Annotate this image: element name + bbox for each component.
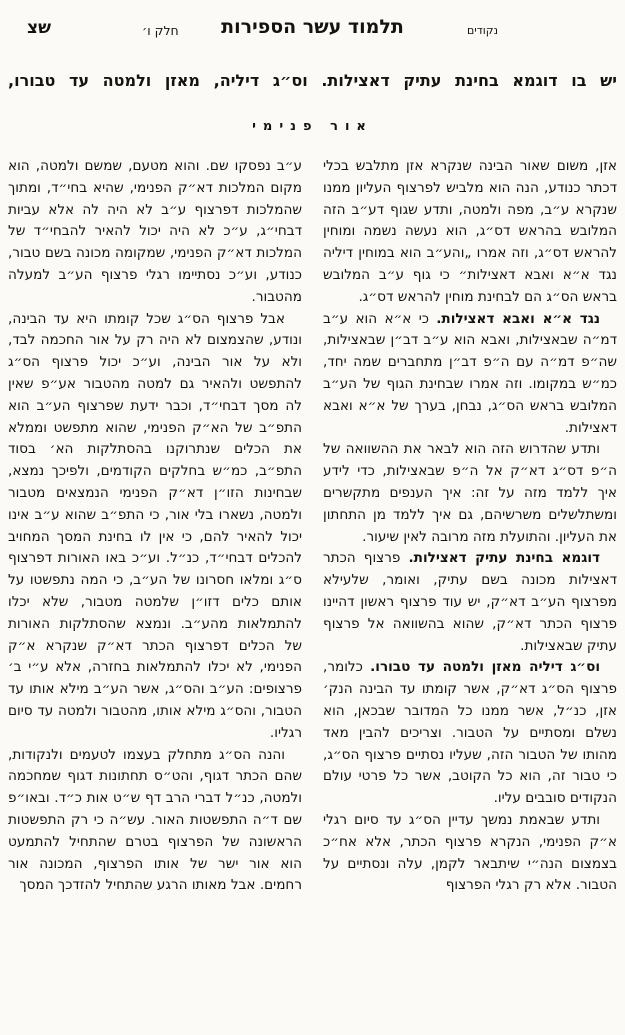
paragraph-lead: נגד א״א ואבא דאצילות. bbox=[436, 310, 600, 327]
paragraph bbox=[323, 810, 617, 897]
text-columns bbox=[8, 156, 617, 1027]
paragraph bbox=[8, 156, 302, 309]
page-header bbox=[0, 16, 625, 48]
paragraph-text: אזן, משום שאור הבינה שנקרא אזן מתלבש בכלי דכתר כנודע, הנה הוא מלביש לפרצוף העליון ממנו שנקרא ע״ב, מפה ולמטה, ותדע שגוף דע״ב הזה המלובש בהראש דס״ג, הוא נעשה נשמה ומוחין להראש דס״ג, וזה אמרו „והע״ב הוא במוחין דיליה נגד א״א ואבא דאצילות״ כי גוף ע״ב המלובש בראש הס״ג הם לבחינת מוחין להראש דס״ג. bbox=[323, 158, 617, 305]
topic-label: נקודים bbox=[467, 24, 498, 37]
paragraph-text: ותדע שהדרוש הזה הוא לבאר את ההשוואה של ה״פ דס״ג דא״ק אל ה״פ שבאצילות, כדי לידע איך ללמד מזה על זה: איך הענפים מתקשרים ומשתלשלים משרשיהם, גם איך ללמד מן התחתון את העליון. והתועלת מזה מרובה לאין שיעור. bbox=[323, 441, 617, 545]
paragraph-text: אבל פרצוף הס״ג שכל קומתו היא עד הבינה, ונודע, שהצמצום לא היה רק על אור החכמה לבד, ולא על אור הבינה, וע״כ יכול פרצוף הס״ג להתפשט ולהאיר גם למטה מהטבור אע״פ שאין לה מסך דבחי״ד, וכבר ידעת שפרצוף הע״ב הוא התפ״ב של הא״ק הפנימי, שהוא מתפשט וממלא את הכלים שנתרוקנו בהסתלקות הא׳ בסוד התפ״ב, כמ״ש בחלקים הקודמים, ולפיכך נמצא, שבחינות הזו״ן דא״ק הפנימי הנמצאים מטבור ולמטה, נשארו בלי אור, כי התפ״ב שהוא ע״ב אינו יכול להאיר להם, כי אין לו בחינת המסך המחויב להכלים דבחי״ד, כנ״ל. וע״כ באו האורות דפרצוף ס״ג ומלאו חסרונו של הע״ב, כי המה נתפשטו על אותם כלים דזו״ן שלמטה מטבור, שלא יכלו להתמלאות מהע״ב. ונמצא שהסתלקות האורות של הכלים דפרצוף הכתר דא״ק שנקרא א״ק הפנימי, לא יכלו להתמלאות בחזרה, אלא ע״י ב׳ פרצופים: הע״ב והס״ג, אשר הע״ב מילא אותו עד הטבור, והס״ג מילא אותו, מהטבור ולמטה עד סיום רגליו. bbox=[8, 310, 302, 741]
paragraph bbox=[8, 309, 302, 745]
paragraph bbox=[323, 657, 617, 810]
paragraph bbox=[323, 309, 617, 440]
paragraph bbox=[323, 439, 617, 548]
book-title: תלמוד עשר הספירות bbox=[221, 16, 404, 38]
paragraph-text: כלומר, פרצוף הס״ג דא״ק, אשר קומתו עד הבינה הנק׳ אזן, כנ״ל, אשר ממנו כל המדובר שבכאן, הוא נשלם ומסתיים על הטבור. וצריכים להבין מאד מהותו של הטבור הזה, שעליו נסתיים פרצוף הס״ג, כי טבור זה, הוא כל הקוטב, אשר כל פרטי עולם הנקודים סובבים עליו. bbox=[323, 659, 617, 807]
paragraph-lead: וס״ג דיליה מאזן ולמטה עד טבורו. bbox=[370, 659, 600, 676]
column-left bbox=[8, 156, 302, 1027]
part-label: חלק ו׳ bbox=[142, 23, 179, 38]
section-title: אור פנימי bbox=[252, 119, 373, 134]
paragraph-text: פרצוף הכתר דאצילות מכונה בשם עתיק, ואומר, שלעילא מפרצוף הע״ב דא״ק, יש עוד פרצוף ראשון דהיינו פרצוף הכתר דא״ק, שהוא בהשוואה אל פרצוף עתיק שבאצילות. bbox=[323, 550, 617, 654]
paragraph-text: ותדע שבאמת נמשך עדיין הס״ג עד סיום רגלי א״ק הפנימי, הנקרא פרצוף הכתר, אלא אח״כ בצמצום הנה״י שיתבאר לקמן, עלה ונסתיים על הטבור. אלא רק רגלי הפרצוף bbox=[323, 811, 617, 894]
page-number: שצ bbox=[27, 18, 51, 38]
column-right bbox=[323, 156, 617, 1027]
paragraph bbox=[8, 745, 302, 898]
paragraph bbox=[323, 156, 617, 309]
paragraph bbox=[323, 548, 617, 657]
paragraph-text: ע״ב נפסקו שם. והוא מטעם, שמשם ולמטה, הוא מקום המלכות דא״ק הפנימי, שהיא בחי״ד, ומתוך שהמלכות דפרצוף ע״ב לא היה לה אלא עביות דבחי״ג, ע״כ לא היה יכול להאיר להבחי״ד של המלכות דא״ק הפנימי, שמקומה מכונה בשם טבור, כנודע, וע״כ נסתיימו רגלי פרצוף הע״ב למעלה מהטבור. bbox=[8, 158, 302, 305]
paragraph-text: והנה הס״ג מתחלק בעצמו לטעמים ולנקודות, שהם הכתר דגוף, והט״ס תחתונות דגוף שמחכמה ולמטה, כנ״ל דברי הרב דף ש״ט אות כ״ד. ובאו״פ שם ד״ה התפשטות האור. עש״ה כי רק התפשטות הראשונה של הפרצוף בטרם שהתחיל להתמעט הוא אור ישר של אותו הפרצוף, המכונה אור רחמים. אבל מאותו הרגע שהתחיל להזדכך המסך bbox=[8, 746, 302, 894]
paragraph-lead: דוגמא בחינת עתיק דאצילות. bbox=[408, 550, 601, 567]
paragraph-text: כי א״א הוא ע״ב דמ״ה שבאצילות, ואבא הוא ע״ב דב״ן שבאצילות, שה״פ דמ״ה עם ה״פ דב״ן מתחברים שמה יחד, כמ״ש במקומו. וזה אמרו שבחינת הגוף של הע״ב המלובש בראש הס״ג, נבחן, בערך של א״א ואבא דאצילות. bbox=[323, 310, 617, 436]
headline: יש בו דוגמא בחינת עתיק דאצילות. וס״ג דיליה, מאזן ולמטה עד טבורו, bbox=[8, 71, 617, 90]
